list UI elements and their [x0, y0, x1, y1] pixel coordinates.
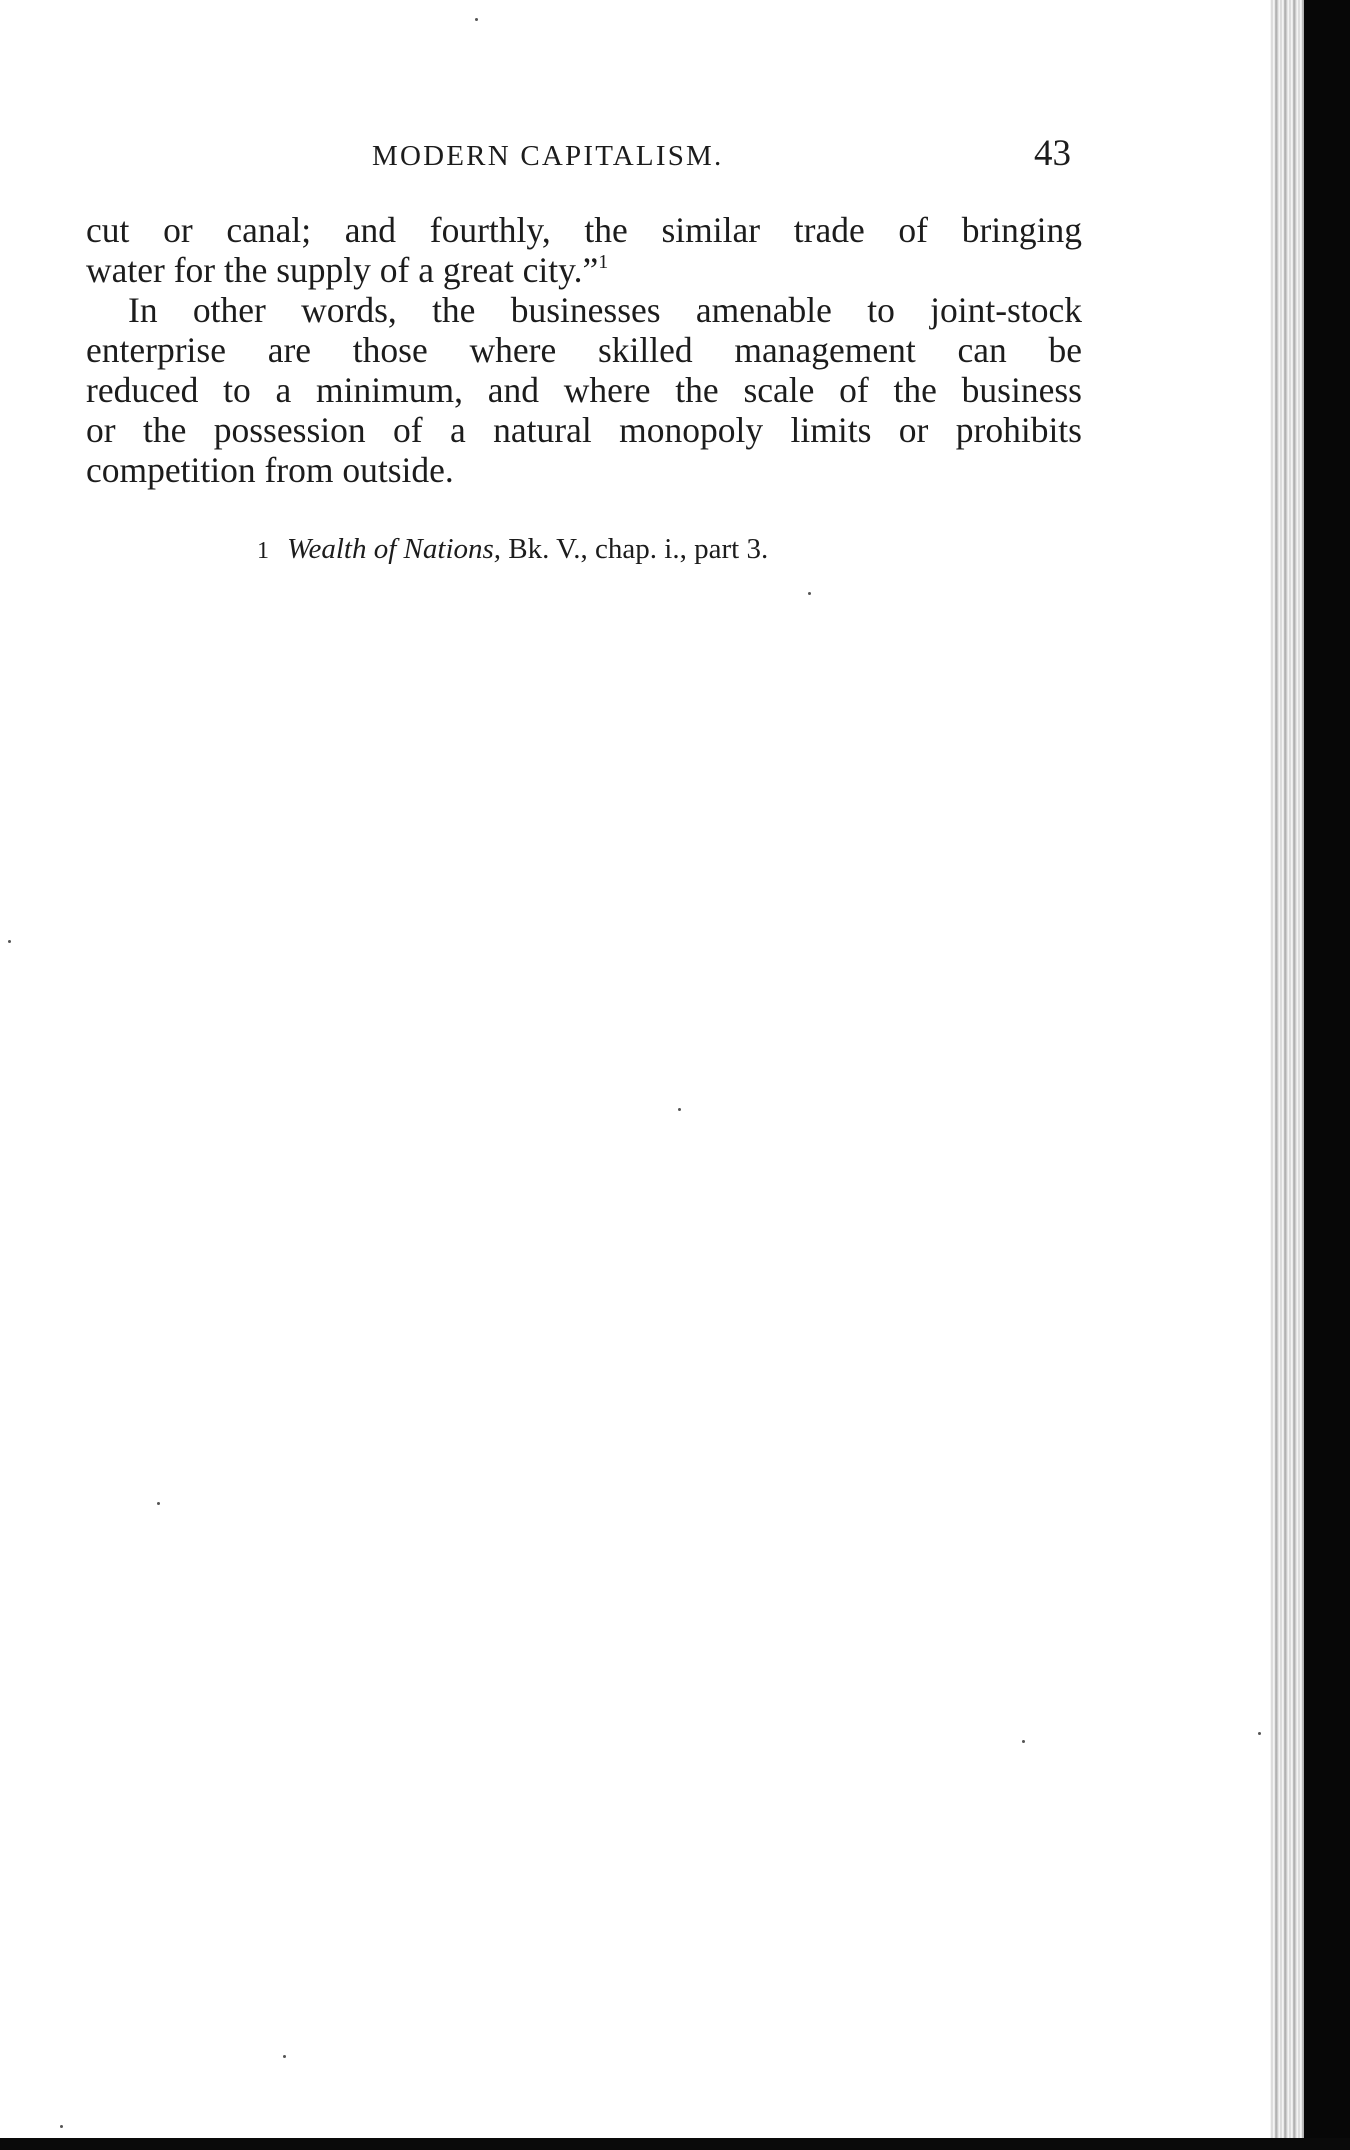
- running-head: [0, 132, 1080, 180]
- scan-speck: [157, 1502, 160, 1505]
- text-line: or the possession of a natural monopoly limits or prohibits: [86, 410, 1082, 450]
- page-number: 43: [1034, 133, 1071, 174]
- scan-speck: [1258, 1732, 1261, 1735]
- text-line: competition from outside.: [86, 450, 454, 490]
- footnote-title: Wealth of Nations,: [287, 533, 502, 565]
- scan-speck: [808, 592, 811, 595]
- text-line: reduced to a minimum, and where the scale of the business: [86, 370, 1082, 410]
- scan-speck: [283, 2055, 286, 2058]
- scan-speck: [8, 940, 11, 943]
- text-line: In other words, the businesses amenable to joint-stock: [128, 290, 1082, 330]
- footnote-marker: 1: [257, 538, 269, 564]
- text-line: enterprise are those where skilled management can be: [86, 330, 1082, 370]
- body-text: [86, 210, 1082, 490]
- binding-shadow: [1270, 0, 1304, 2150]
- scan-speck: [475, 18, 478, 21]
- text-line: cut or canal; and fourthly, the similar trade of bringing: [86, 210, 1082, 250]
- binding-edge: [1304, 0, 1350, 2150]
- scan-speck: [60, 2125, 63, 2128]
- scan-speck: [678, 1108, 681, 1111]
- scan-speck: [1022, 1740, 1025, 1743]
- footnote-citation: Bk. V., chap. i., part 3.: [501, 533, 769, 565]
- footnote-reference: 1: [598, 251, 609, 273]
- text-line: [86, 250, 1082, 290]
- running-title: MODERN CAPITALISM.: [372, 140, 724, 172]
- page-bottom-edge: [0, 2138, 1350, 2150]
- text-line-content: water for the supply of a great city.”: [86, 250, 599, 290]
- footnote: [257, 533, 768, 566]
